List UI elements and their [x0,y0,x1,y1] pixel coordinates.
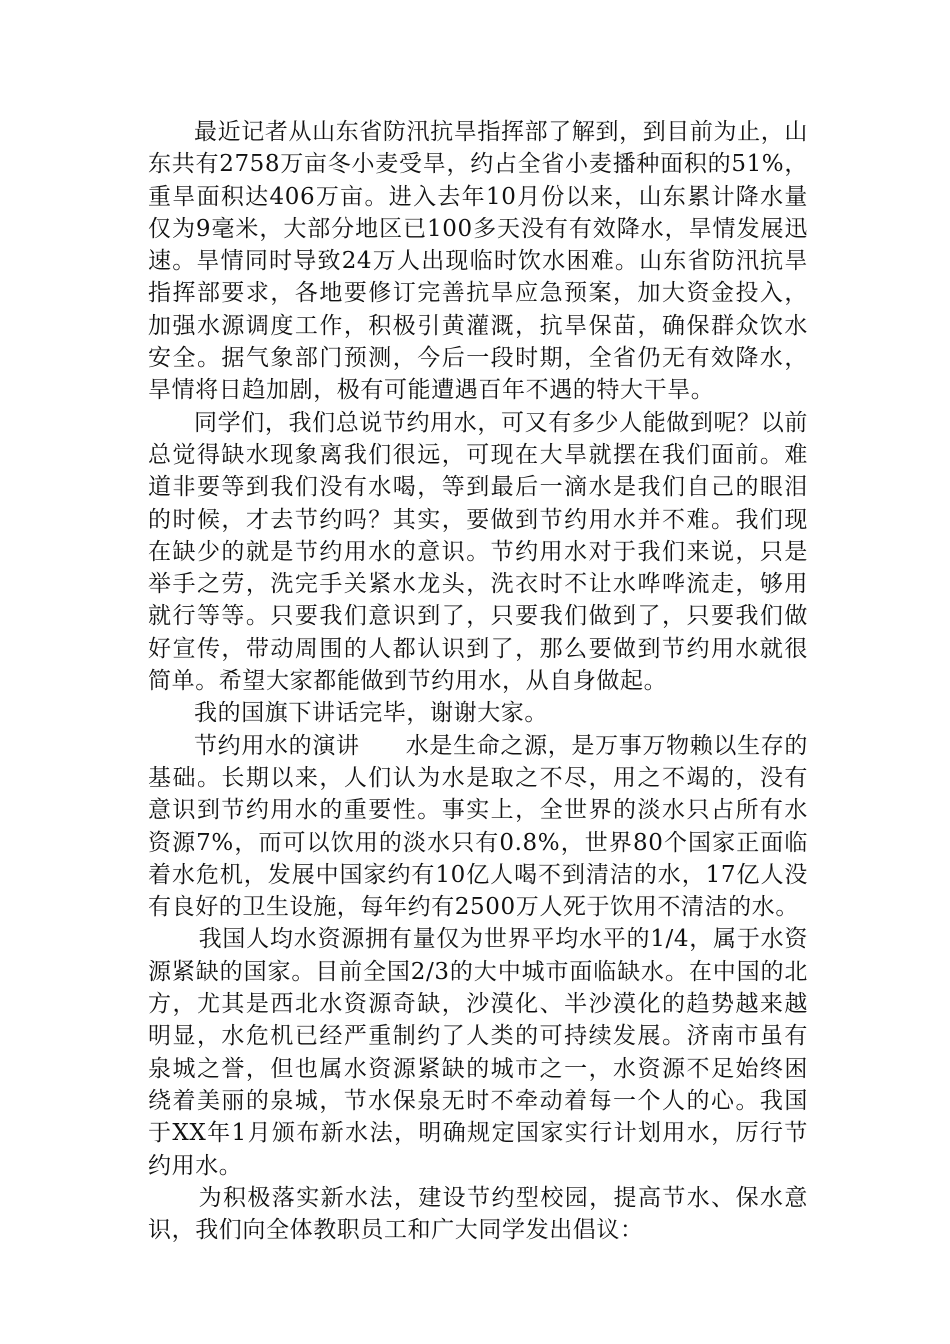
paragraph-drought-report: 最近记者从山东省防汛抗旱指挥部了解到，到目前为止，山东共有2758万亩冬小麦受旱，约占全省小麦播种面积的51%，重旱面积达406万亩。进入去年10月份以来，山东累计降水量仅为9毫米，大部分地区已100多天没有有效降水，旱情发展迅速。旱情同时导致24万人出现临时饮水困难。山东省防汛抗旱指挥部要求，各地要修订完善抗旱应急预案，加大资金投入，加强水源调度工作，积极引黄灌溉，抗旱保苗，确保群众饮水安全。据气象部门预测，今后一段时期，全省仍无有效降水，旱情将日趋加剧，极有可能遭遇百年不遇的特大干旱。 [148,119,808,404]
paragraph-initiative: 为积极落实新水法，建设节约型校园，提高节水、保水意识，我们向全体教职员工和广大同学发出倡议： [148,1184,808,1244]
speech-title: 节约用水的演讲 [194,732,360,759]
paragraph-call-to-save-water: 同学们，我们总说节约用水，可又有多少人能做到呢？以前总觉得缺水现象离我们很远，可现在大旱就摆在我们面前。难道非要等到我们没有水喝，等到最后一滴水是我们自己的眼泪的时候，才去节约吗？其实，要做到节约用水并不难。我们现在缺少的就是节约用水的意识。节约用水对于我们来说，只是举手之劳，洗完手关紧水龙头，洗衣时不让水哗哗流走，够用就行等等。只要我们意识到了，只要我们做到了，只要我们做好宣传，带动周围的人都认识到了，那么要做到节约用水就很简单。希望大家都能做到节约用水，从自身做起。 [148,409,808,695]
document-body [148,116,808,1246]
paragraph-closing: 我的国旗下讲话完毕，谢谢大家。 [194,700,548,727]
paragraph-speech-intro [148,730,808,924]
paragraph-china-water-resources: 我国人均水资源拥有量仅为世界平均水平的1/4，属于水资源紧缺的国家。目前全国2/3的大中城市面临缺水。在中国的北方，尤其是西北水资源奇缺，沙漠化、半沙漠化的趋势越来越明显，水危机已经严重制约了人类的可持续发展。济南市虽有泉城之誉，但也属水资源紧缺的城市之一，水资源不足始终困绕着美丽的泉城，节水保泉无时不牵动着每一个人的心。我国于XX年1月颁布新水法，明确规定国家实行计划用水，厉行节约用水。 [148,926,808,1179]
speech-text: 水是生命之源，是万事万物赖以生存的基础。长期以来，人们认为水是取之不尽，用之不竭的，没有意识到节约用水的重要性。事实上，全世界的淡水只占所有水资源7%，而可以饮用的淡水只有0.8%，世界80个国家正面临着水危机，发展中国家约有10亿人喝不到清洁的水，17亿人没有良好的卫生设施，每年约有2500万人死于饮用不清洁的水。 [148,732,809,921]
